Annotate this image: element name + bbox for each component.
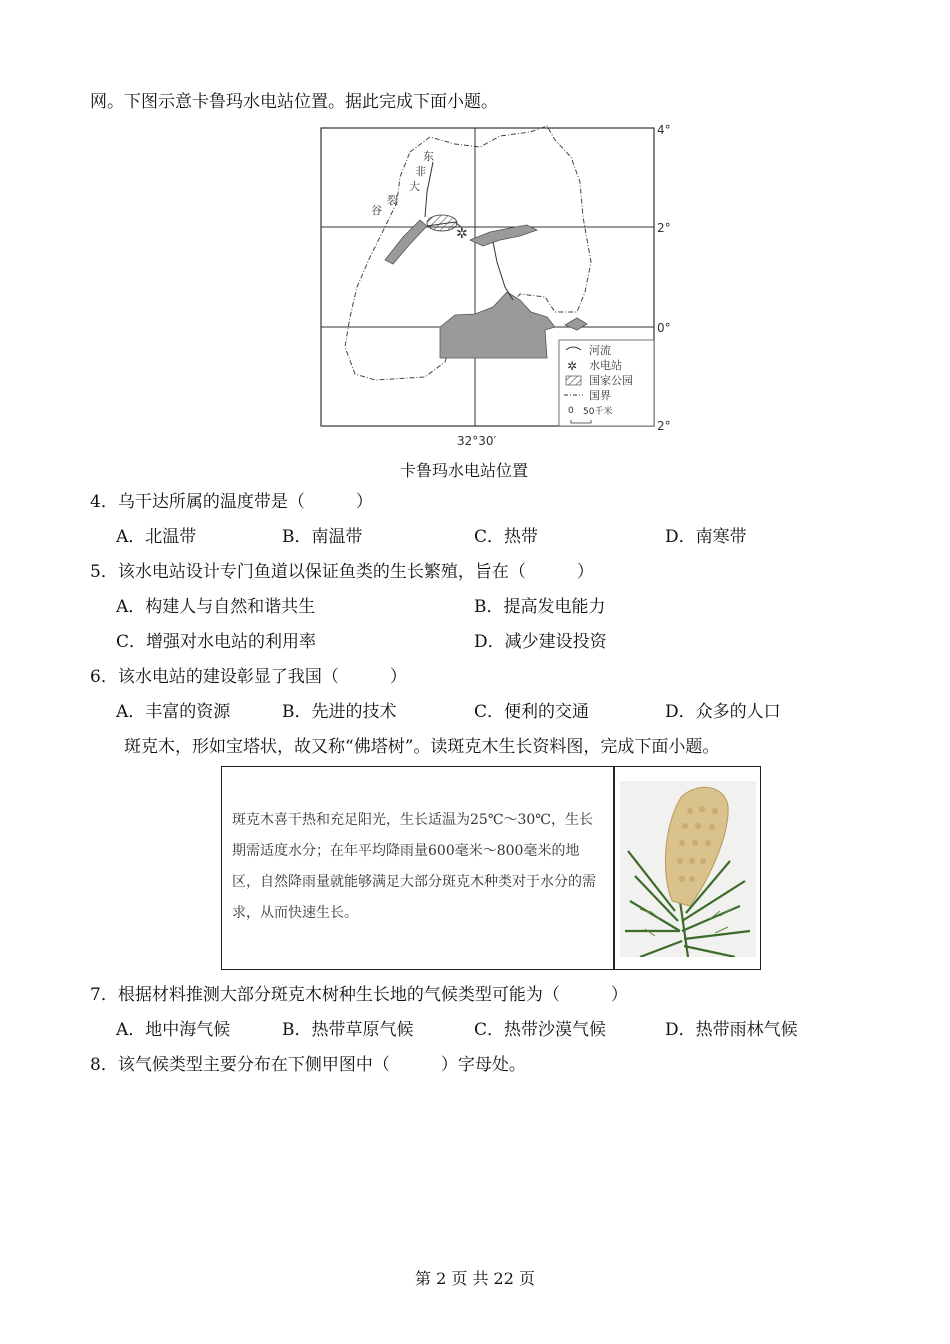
banksia-intro: 斑克木，形如宝塔状，故又称“佛塔树”。读斑克木生长资料图，完成下面小题。 [124, 737, 720, 757]
lat-label-2n: 2° [657, 221, 671, 235]
rift-label-1: 非 [415, 165, 426, 178]
q6-option-d: D．众多的人口 [665, 702, 781, 722]
q4-option-d: D．南寒带 [665, 527, 747, 547]
lake-victoria-east [565, 318, 587, 330]
lake-kyoga [470, 225, 537, 246]
q5-option-c: C．增强对水电站的利用率 [116, 632, 317, 652]
q6-option-a: A．丰富的资源 [116, 702, 231, 722]
banksia-material-box [221, 766, 761, 970]
legend-hydro-icon: ✲ [567, 359, 578, 373]
q8-stem: 8．该气候类型主要分布在下侧甲图中（ ）字母处。 [90, 1055, 526, 1075]
legend-border: 国界 [589, 389, 611, 402]
legend-scale-zero: 0 [568, 406, 574, 416]
map-legend [559, 340, 654, 426]
legend-hydro: 水电站 [589, 359, 622, 372]
banksia-flower-photo [620, 781, 756, 957]
page-footer: 第 2 页 共 22 页 [415, 1269, 535, 1288]
legend-park-icon [566, 376, 581, 385]
national-park [427, 215, 457, 231]
lat-label-0: 0° [657, 321, 671, 335]
karuma-location-map [315, 122, 695, 452]
legend-river: 河流 [589, 344, 611, 357]
q7-option-b: B．热带草原气候 [282, 1020, 414, 1040]
hydro-station-icon: ✲ [456, 226, 468, 242]
rift-label-0: 东 [423, 150, 434, 163]
rift-label-3: 裂 [387, 194, 398, 207]
rift-label-2: 大 [409, 180, 420, 193]
q5-option-d: D．减少建设投资 [474, 632, 607, 652]
q7-stem: 7．根据材料推测大部分斑克木树种生长地的气候类型可能为（ ） [90, 985, 628, 1005]
legend-scale-value: 50千米 [583, 407, 613, 417]
q6-option-c: C．便利的交通 [474, 702, 590, 722]
q4-stem: 4．乌干达所属的温度带是（ ） [90, 492, 373, 512]
q6-stem: 6．该水电站的建设彰显了我国（ ） [90, 667, 407, 687]
map-caption: 卡鲁玛水电站位置 [400, 461, 529, 480]
lat-label-2s: 2° [657, 419, 671, 433]
q7-option-d: D．热带雨林气候 [665, 1020, 798, 1040]
q7-option-c: C．热带沙漠气候 [474, 1020, 607, 1040]
q6-option-b: B．先进的技术 [282, 702, 397, 722]
banksia-material-text: 斑克木喜干热和充足阳光，生长适温为25℃～30℃，生长期需适度水分；在年平均降雨量600毫米～800毫米的地区，自然降雨量就能够满足大部分斑克木种类对于水分的需求，从而快速生长。 [232, 812, 596, 921]
lake-victoria [440, 292, 555, 358]
q7-option-a: A．地中海气候 [116, 1020, 231, 1040]
q5-stem: 5．该水电站设计专门鱼道以保证鱼类的生长繁殖，旨在（ ） [90, 562, 594, 582]
rift-label-4: 谷 [371, 204, 382, 217]
q5-option-b: B．提高发电能力 [474, 597, 606, 617]
q4-option-b: B．南温带 [282, 527, 363, 547]
q4-option-c: C．热带 [474, 527, 539, 547]
lat-label-4n: 4° [657, 123, 671, 137]
q4-option-a: A．北温带 [116, 527, 197, 547]
rift-river [425, 162, 433, 217]
lon-label: 32°30′ [457, 434, 497, 448]
material-divider [613, 767, 615, 969]
intro-text: 网。下图示意卡鲁玛水电站位置。据此完成下面小题。 [90, 92, 498, 112]
q5-option-a: A．构建人与自然和谐共生 [116, 597, 316, 617]
nile-river-south [493, 242, 513, 300]
legend-park: 国家公园 [589, 374, 633, 387]
